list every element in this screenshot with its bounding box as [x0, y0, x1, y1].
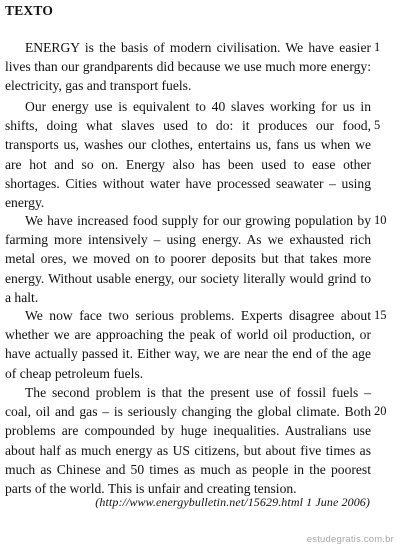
paragraph-3: We have increased food supply for our growing population by farming more intensively – using energy. As we exhausted rich metal ores, we moved on to poorer deposits but that takes more energy. Without usable energy, our society literally would grind to a halt.	[5, 213, 371, 305]
paragraph-4: We now face two serious problems. Experts disagree about whether we are approaching the peak of world oil production, or have actually passed it. Either way, we are near the end of the age of cheap petroleum fuels.	[5, 308, 371, 381]
line-number-10: 10	[374, 213, 387, 227]
site-watermark: estudegratis.com.br	[306, 534, 394, 545]
line-number-5: 5	[374, 118, 381, 132]
paragraph-2: Our energy use is equivalent to 40 slaves working for us in shifts, doing what slaves used to do: it produces our food, transports us, washes our clothes, entertains us, fans us when we are hot and so on. Energy also has been used to ease other shortages. Cities without water have processed seawater – using energy.	[5, 99, 371, 211]
line-number-20: 20	[374, 404, 387, 418]
paragraph-5: The second problem is that the present use of fossil fuels – coal, oil and gas – is seriously changing the global climate. Both problems are compounded by huge inequalities. Australians use about half as much energy as US citizens, but about five times as much as Chinese and 50 times as much as people in the poorest parts of the world. This is unfair and creating tension.	[5, 385, 371, 497]
line-number-1: 1	[374, 40, 381, 54]
line-number-15: 15	[374, 308, 387, 322]
source-citation: (http://www.energybulletin.net/15629.html 1 June 2006)	[95, 495, 370, 509]
document-heading: TEXTO	[5, 3, 54, 18]
paragraph-1: ENERGY is the basis of modern civilisation. We have easier lives than our grandparents did because we use much more energy: electricity, gas and transport fuels.	[5, 40, 371, 94]
